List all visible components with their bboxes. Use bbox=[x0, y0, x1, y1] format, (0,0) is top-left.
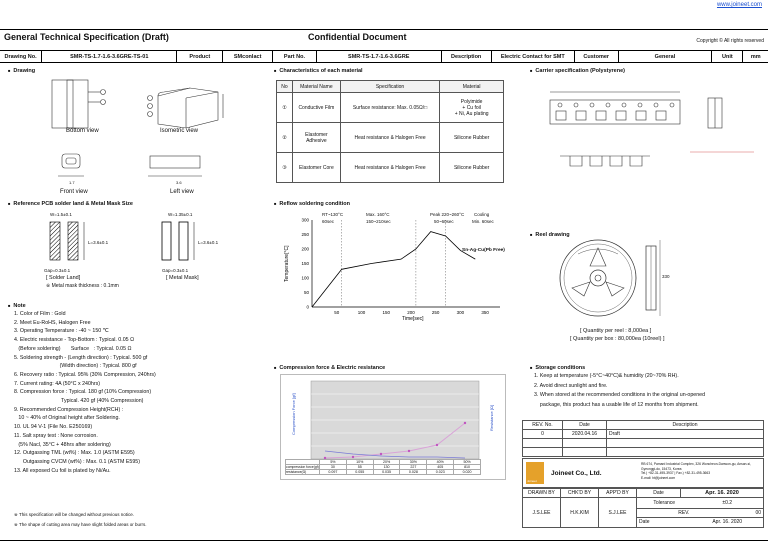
info-cell: Description bbox=[441, 51, 491, 63]
comp-header: 20% bbox=[373, 460, 400, 465]
comp-header: 5% bbox=[320, 460, 347, 465]
rev-header: REV. No. bbox=[523, 421, 563, 430]
compression-chart-frame bbox=[280, 374, 506, 480]
material-header: No bbox=[277, 81, 293, 93]
info-cell: Product bbox=[177, 51, 223, 63]
info-cell: Part No. bbox=[273, 51, 317, 63]
page-title: General Technical Specification (Draft) bbox=[4, 32, 169, 42]
comp-cell: 0.020 bbox=[454, 470, 481, 475]
metal-mask-caption: [ Metal Mask] bbox=[166, 275, 199, 281]
reflow-xlabel: Time[sec] bbox=[402, 316, 424, 322]
land-width: W=1.5±0.1 bbox=[50, 212, 72, 217]
solder-land-pad bbox=[68, 222, 78, 260]
comp-cell: 0.023 bbox=[427, 470, 454, 475]
bottom-view-outline bbox=[52, 80, 88, 128]
material-table bbox=[276, 80, 504, 183]
approved-by: S.J.LEE bbox=[599, 498, 637, 528]
reflow-x-tick: 350 bbox=[481, 310, 489, 315]
rev-label: REV. bbox=[637, 508, 691, 517]
date-value: Apr. 16. 2020 bbox=[712, 518, 743, 525]
solder-land-caption: [ Solder Land] bbox=[46, 275, 81, 281]
footnote: ※ The shape of cutting area may have slight folded areas or burrs. bbox=[14, 522, 147, 527]
info-cell: Drawing No. bbox=[0, 51, 42, 63]
section-pcb: ■ Reference PCB solder land & Metal Mask Size bbox=[8, 201, 133, 207]
note-line: 12. Outgassing TML (wt%) : Max. 1.0 (ASTM E595) bbox=[14, 450, 135, 457]
signoff-date-header: Apr. 16. 2020 bbox=[681, 489, 764, 498]
note-line: 10. UL 94 V-1 (File No. E250169) bbox=[14, 424, 93, 431]
metal-mask-opening bbox=[179, 222, 188, 260]
company-block bbox=[522, 458, 764, 488]
stage-label: Cooling bbox=[474, 212, 490, 217]
material-cell: Heat resistance & Halogen Free bbox=[340, 153, 439, 183]
stage-label: Peak 220~260°C bbox=[430, 212, 465, 217]
stage-time: 50~60sec bbox=[434, 219, 454, 224]
note-line: (Width direction) : Typical. 800 gf bbox=[14, 363, 137, 370]
note-line: 9. Recommended Compression Height(RCH) : bbox=[14, 406, 124, 413]
company-logo: Joineet bbox=[526, 462, 544, 484]
profile-label: Sn-Ag-Cu(Pb Free) bbox=[462, 248, 505, 253]
info-cell: SMR-TS-1.7-1.6-3.6GRE bbox=[316, 51, 441, 63]
mask-length: L=3.6±0.1 bbox=[198, 240, 219, 245]
solder-land-pad bbox=[50, 222, 60, 260]
note-line: 3. Operating Temperature : -40 ~ 150 ℃ bbox=[14, 328, 109, 335]
note-line: 5. Soldering strength - (Length direction) : Typical. 500 gf bbox=[14, 354, 148, 361]
info-cell: Customer bbox=[574, 51, 618, 63]
reflow-x-tick: 100 bbox=[357, 310, 366, 315]
rev-cell: 0 bbox=[523, 430, 563, 439]
note-line: 13. All exposed Cu foil is plated by Ni/Au. bbox=[14, 467, 111, 474]
front-dim: 1.7 bbox=[69, 180, 75, 185]
signoff-header: DRAWN BY bbox=[523, 489, 561, 498]
comp-cell: compression force(gf) bbox=[286, 465, 319, 469]
rev-header: Date bbox=[563, 421, 607, 430]
reflow-y-tick: 300 bbox=[301, 217, 309, 223]
section-reel: ■ Reel drawing bbox=[530, 232, 570, 238]
reflow-y-tick: 50 bbox=[303, 290, 309, 295]
reflow-y-tick: 150 bbox=[301, 261, 309, 266]
note-line: 11. Salt spray test : None corrosion. bbox=[14, 432, 98, 439]
mask-width: W=1.35±0.1 bbox=[168, 212, 193, 217]
storage-line: 1. Keep at temperature (-5°C~40°C)& humidity (20~70% RH). bbox=[534, 373, 679, 379]
notes-list bbox=[14, 310, 264, 475]
reflow-x-tick: 200 bbox=[407, 310, 415, 315]
date-label: Date bbox=[639, 518, 650, 525]
section-compression: ■ Compression force & Electric resistance bbox=[274, 365, 385, 371]
footnote: ※ This specification will be changed without previous notice. bbox=[14, 512, 135, 517]
part-drawings bbox=[40, 76, 250, 206]
material-cell: Silicone Rubber bbox=[440, 123, 504, 153]
isometric-outline bbox=[158, 88, 218, 128]
reflow-y-tick: 250 bbox=[301, 232, 309, 237]
section-characteristics: ■ Characteristics of each material bbox=[274, 68, 363, 74]
storage-line: 2. Avoid direct sunlight and fire. bbox=[534, 382, 608, 389]
signoff-header: APP'D BY bbox=[599, 489, 637, 498]
material-cell: ③ bbox=[277, 153, 293, 183]
storage-line: 3. When stored at the recommended conditions in the original un-opened bbox=[534, 392, 706, 398]
reflow-y-tick: 100 bbox=[301, 275, 309, 281]
rev-cell: 2020.04.16 bbox=[563, 430, 607, 439]
reflow-y-tick: 200 bbox=[301, 246, 309, 252]
compression-table bbox=[285, 459, 481, 475]
reel-drawing bbox=[548, 236, 688, 322]
mask-thickness-note: ※ Metal mask thickness : 0.1mm bbox=[46, 283, 119, 289]
pockets bbox=[556, 111, 666, 120]
note-line: (Before soldering) Surface : Typical. 0.05 Ω bbox=[14, 345, 132, 352]
comp-cell: 810 bbox=[454, 465, 481, 470]
isometric-view-label: Isometric view bbox=[160, 128, 199, 134]
copyright-text: Copyright © All rights reserved bbox=[696, 38, 764, 44]
note-line: 6. Recovery ratio : Typical. 95% (30% Compression, 240hrs) bbox=[14, 371, 156, 378]
bottom-view-slot bbox=[67, 80, 73, 128]
confidential-title: Confidential Document bbox=[308, 32, 407, 42]
bottom-view-label: Bottom view bbox=[66, 128, 99, 134]
reflow-x-tick: 300 bbox=[456, 310, 465, 315]
comp-cell: 55 bbox=[346, 465, 373, 470]
material-cell: ② bbox=[277, 123, 293, 153]
comp-cell: 227 bbox=[400, 465, 427, 470]
comp-cell: 0.028 bbox=[400, 470, 427, 475]
header-bar bbox=[0, 29, 768, 43]
note-line: (5% Nacl, 35°C + 48hrs after soldering) bbox=[14, 441, 111, 448]
material-row bbox=[277, 93, 504, 123]
comp-cell: 0.097 bbox=[320, 470, 347, 475]
comp-cell: 0.055 bbox=[346, 470, 373, 475]
reflow-chart bbox=[278, 212, 508, 324]
note-line: 1. Color of Film : Gold bbox=[14, 311, 66, 317]
comp-cell: 405 bbox=[427, 465, 454, 470]
material-row bbox=[277, 123, 504, 153]
signoff-header: CHK'D BY bbox=[561, 489, 599, 498]
rev-cell: Draft bbox=[607, 430, 764, 439]
comp-header: 10% bbox=[346, 460, 373, 465]
stage-time: Min. 60sec bbox=[472, 219, 494, 224]
tolerance-label: Tolerance bbox=[637, 499, 691, 508]
comp-header: 30% bbox=[400, 460, 427, 465]
info-row bbox=[0, 50, 768, 63]
info-cell: SMR-TS-1.7-1.6-3.6GRE-TS-01 bbox=[42, 51, 177, 63]
storage-line: package, this product has a usable life of 12 months from shipment. bbox=[534, 401, 699, 408]
stage-label: RT~130°C bbox=[322, 212, 344, 217]
material-cell: Polyimide + Cu foil + Ni, Au plating bbox=[440, 93, 504, 123]
left-view-label: Left view bbox=[170, 189, 194, 195]
land-length: L=3.6±0.1 bbox=[88, 240, 109, 245]
note-line: 7. Current rating: 4A (50°C x 240hrs) bbox=[14, 380, 101, 387]
note-line: 2. Meet Eu-RoHS, Halogen Free bbox=[14, 319, 91, 326]
revision-table bbox=[522, 420, 764, 457]
note-line: Outgassing CVCM (wt%) : Max. 0.1 (ASTM E595) bbox=[14, 458, 140, 465]
signoff-table bbox=[522, 488, 764, 528]
comp-cell: 130 bbox=[373, 465, 400, 470]
note-line: 10 ~ 40% of Original height after Soldering. bbox=[14, 415, 120, 422]
qty-per-box: [ Quantity per box : 80,000ea (10reel) ] bbox=[570, 336, 665, 342]
rev-header: Description bbox=[607, 421, 764, 430]
rev-value: 00 bbox=[691, 508, 763, 517]
comp-header: 50% bbox=[454, 460, 481, 465]
comp-header: 40% bbox=[427, 460, 454, 465]
carrier-tape-drawing bbox=[530, 78, 760, 190]
reflow-ylabel: Temperature[°C] bbox=[284, 245, 290, 282]
note-line: 4. Electric resistance - Top-Bottom : Typical. 0.05 Ω bbox=[14, 337, 135, 344]
reflow-x-tick: 50 bbox=[334, 310, 340, 315]
section-note: ■ Note bbox=[8, 303, 26, 309]
material-cell: Conductive Film bbox=[292, 93, 340, 123]
section-storage: ■ Storage conditions bbox=[530, 365, 585, 371]
comp-cell: resistance(Ω) bbox=[286, 470, 320, 475]
material-cell: ① bbox=[277, 93, 293, 123]
info-cell: SMconlact bbox=[223, 51, 273, 63]
stage-time: 150~210sec bbox=[366, 219, 391, 224]
reflow-y-tick: 0 bbox=[306, 304, 309, 310]
svg-text:Resistance [Ω]: Resistance [Ω] bbox=[489, 404, 494, 431]
material-row bbox=[277, 153, 504, 183]
material-header: Specification bbox=[340, 81, 439, 93]
info-cell: Unit bbox=[712, 51, 743, 63]
material-cell: Elastomer Core bbox=[292, 153, 340, 183]
reflow-x-tick: 250 bbox=[431, 310, 440, 315]
material-header: Material Name bbox=[292, 81, 340, 93]
info-cell: mm bbox=[750, 54, 761, 60]
stage-label: Max. 160°C bbox=[366, 212, 390, 217]
stage-time: 60sec bbox=[322, 219, 335, 224]
material-header: Material bbox=[440, 81, 504, 93]
comp-cell: 0.035 bbox=[373, 470, 400, 475]
info-cell: Electric Contact for SMT bbox=[491, 51, 574, 63]
reflow-x-tick: 150 bbox=[382, 310, 390, 315]
comp-cell: 30 bbox=[320, 465, 347, 470]
material-cell: Surface resistance: Max. 0.05Ω/□ bbox=[340, 93, 439, 123]
note-line: Typical. 420 gf (40% Compression) bbox=[14, 398, 144, 405]
svg-text:Compression Force [gf]: Compression Force [gf] bbox=[291, 393, 296, 435]
sprocket-holes bbox=[558, 103, 674, 107]
website-link[interactable]: www.joineet.com bbox=[716, 2, 762, 8]
reflow-profile-line bbox=[312, 232, 475, 307]
land-gap: Gap=0.3±0.1 bbox=[44, 268, 71, 273]
front-view-outline bbox=[62, 154, 80, 168]
material-cell: Elastomer Adhesive bbox=[292, 123, 340, 153]
reel-diameter: 330 bbox=[662, 274, 670, 279]
checked-by: H.K.KIM bbox=[561, 498, 599, 528]
left-view-outline bbox=[150, 156, 200, 168]
material-cell: Heat resistance & Halogen Free bbox=[340, 123, 439, 153]
metal-mask-opening bbox=[162, 222, 171, 260]
front-view-label: Front view bbox=[60, 189, 88, 195]
material-cell: Silicone Rubber bbox=[440, 153, 504, 183]
drawn-by: J.S.LEE bbox=[523, 498, 561, 528]
section-drawing: ■ Drawing bbox=[8, 68, 35, 74]
section-reflow: ■ Reflow soldering condition bbox=[274, 201, 350, 207]
qty-per-reel: [ Quantity per reel : 8,000ea ] bbox=[580, 328, 652, 334]
info-cell: General bbox=[618, 51, 712, 63]
tolerance-value: ±0.2 bbox=[691, 499, 763, 508]
signoff-header: Date bbox=[637, 489, 681, 498]
storage-list bbox=[534, 372, 766, 410]
left-dim: 3.6 bbox=[176, 180, 182, 185]
mask-gap: Gap=0.3±0.1 bbox=[162, 268, 189, 273]
company-name: Joineet Co., Ltd. bbox=[551, 470, 602, 477]
section-carrier: ■ Carrier specification (Polystyrene) bbox=[530, 68, 625, 74]
page-bottom-rule bbox=[0, 540, 768, 541]
note-line: 8. Compression force : Typical. 180 gf (10% Compression) bbox=[14, 389, 152, 396]
company-address: RB 674, Pamard Industrial Complex, 326 Woncheon-Danwon-gu, Ansan-si, Gyeonggi-do, 15473, Korea Tel.) +82-31-495-3937 | Fax.) +82-31-495-3663 E-mail: ht@joineet.com bbox=[641, 462, 751, 480]
